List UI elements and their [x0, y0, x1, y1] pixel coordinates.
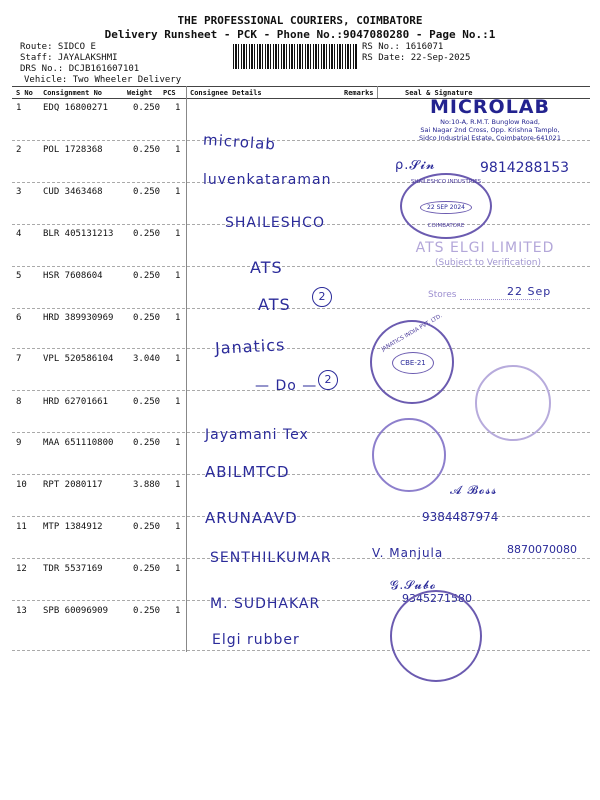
- row-consignment: HSR 7608604: [43, 271, 103, 281]
- ats-stamp-stores: Stores: [428, 290, 457, 300]
- row-weight: 3.880: [133, 480, 161, 490]
- microlab-stamp-address: Sidco Industrial Estate, Coimbatore-641021: [419, 134, 561, 142]
- handwritten-signature: V. Manjula: [372, 546, 444, 560]
- col-divider: [186, 86, 187, 652]
- handwritten-name: ATS: [258, 295, 291, 314]
- company-title: THE PROFESSIONAL COURIERS, COIMBATORE: [177, 14, 423, 27]
- col-weight: Weight: [127, 89, 153, 97]
- handwritten-phone: 9814288153: [480, 160, 570, 176]
- route-label: Route: SIDCO E: [20, 42, 96, 52]
- handwritten-name: Jayamani Tex: [205, 427, 309, 443]
- seal-center: CBE-21: [392, 352, 434, 374]
- row-consignment: POL 1728368: [43, 145, 103, 155]
- drs-label: DRS No.: DCJB161607101: [20, 64, 140, 74]
- row-consignment: HRD 62701661: [43, 397, 109, 407]
- seal-text: JANATICS INDIA PVT. LTD.: [380, 313, 444, 353]
- signature: 𝓖.𝓢𝓾𝓫𝓸: [390, 578, 437, 592]
- row-weight: 0.250: [133, 606, 161, 616]
- row-divider: [12, 308, 590, 309]
- row-pcs: 1: [175, 480, 181, 490]
- row-sno: 12: [16, 564, 27, 574]
- row-weight: 0.250: [133, 229, 161, 239]
- faint-seal: [475, 365, 551, 441]
- row-sno: 2: [16, 145, 22, 155]
- signature: 𝓐 𝓑𝓸𝓼𝓼: [450, 483, 498, 497]
- microlab-stamp-address: No:10-A, R.M.T. Bunglow Road,: [440, 118, 540, 126]
- rs-date: RS Date: 22-Sep-2025: [362, 53, 471, 63]
- circled-count: 2: [318, 370, 338, 390]
- handwritten-name: SHAILESHCO: [225, 215, 325, 231]
- handwritten-name: luvenkataraman: [203, 172, 332, 188]
- col-divider: [377, 86, 378, 98]
- row-sno: 8: [16, 397, 22, 407]
- row-consignment: CUD 3463468: [43, 187, 103, 197]
- row-weight: 3.040: [133, 354, 161, 364]
- row-sno: 6: [16, 313, 22, 323]
- row-pcs: 1: [175, 313, 181, 323]
- microlab-stamp-name: MICROLAB: [430, 96, 550, 118]
- row-divider: [12, 516, 590, 517]
- row-weight: 0.250: [133, 522, 161, 532]
- row-divider: [12, 474, 590, 475]
- rs-number: RS No.: 1616071: [362, 42, 444, 52]
- row-weight: 0.250: [133, 145, 161, 155]
- row-sno: 1: [16, 103, 22, 113]
- row-pcs: 1: [175, 606, 181, 616]
- round-seal: [372, 418, 446, 492]
- handwritten-name: ATS: [250, 258, 283, 277]
- row-pcs: 1: [175, 397, 181, 407]
- row-consignment: RPT 2080117: [43, 480, 103, 490]
- handwritten-date: 22 Sep: [507, 285, 552, 298]
- row-pcs: 1: [175, 103, 181, 113]
- signature: ρ.𝓢𝓲𝓷: [395, 158, 436, 173]
- row-consignment: TDR 5537169: [43, 564, 103, 574]
- row-weight: 0.250: [133, 564, 161, 574]
- col-sno: S No: [16, 89, 33, 97]
- col-remarks: Remarks: [344, 89, 374, 97]
- row-pcs: 1: [175, 438, 181, 448]
- microlab-stamp-address: Sai Nagar 2nd Cross, Opp. Krishna Tamplo,: [420, 126, 560, 134]
- table-top-rule: [12, 86, 590, 87]
- row-consignment: HRD 389930969: [43, 313, 114, 323]
- row-sno: 7: [16, 354, 22, 364]
- col-consignment: Consignment No: [43, 89, 103, 97]
- row-pcs: 1: [175, 354, 181, 364]
- row-sno: 5: [16, 271, 22, 281]
- row-consignment: MTP 1384912: [43, 522, 103, 532]
- col-pcs: PCS: [163, 89, 176, 97]
- row-pcs: 1: [175, 271, 181, 281]
- ats-stamp-title: ATS ELGI LIMITED: [415, 240, 555, 256]
- row-consignment: VPL 520586104: [43, 354, 114, 364]
- row-weight: 0.250: [133, 438, 161, 448]
- ats-stamp-line: [460, 299, 540, 300]
- row-weight: 0.250: [133, 103, 161, 113]
- seal-text: COIMBATORE: [427, 223, 465, 229]
- row-sno: 13: [16, 606, 27, 616]
- ats-stamp-subtitle: (Subject to Verification): [435, 258, 541, 268]
- handwritten-name: microlab: [202, 130, 277, 154]
- handwritten-name: — Do —: [255, 378, 318, 394]
- staff-label: Staff: JAYALAKSHMI: [20, 53, 118, 63]
- row-consignment: EDQ 16800271: [43, 103, 109, 113]
- row-consignment: BLR 405131213: [43, 229, 114, 239]
- handwritten-name: SENTHILKUMAR: [210, 550, 332, 566]
- row-consignment: SPB 60096909: [43, 606, 109, 616]
- janatics-seal: [370, 313, 454, 404]
- row-weight: 0.250: [133, 397, 161, 407]
- row-sno: 4: [16, 229, 22, 239]
- seal-date: 22 SEP 2024: [420, 201, 472, 214]
- handwritten-phone: 9384487974: [422, 510, 499, 524]
- handwritten-name: M. SUDHAKAR: [210, 596, 321, 612]
- handwritten-name: ARUNAAVD: [205, 509, 298, 527]
- microlab-stamp: [390, 96, 590, 142]
- row-pcs: 1: [175, 145, 181, 155]
- handwritten-name: Elgi rubber: [212, 632, 300, 648]
- circled-count: 2: [312, 287, 332, 307]
- row-weight: 0.250: [133, 313, 161, 323]
- handwritten-phone: 9345271580: [402, 592, 472, 605]
- handwritten-name: ABILMTCD: [205, 463, 290, 481]
- barcode: [233, 44, 358, 69]
- row-pcs: 1: [175, 564, 181, 574]
- row-pcs: 1: [175, 187, 181, 197]
- shaileshco-seal: [400, 173, 492, 239]
- handwritten-phone: 8870070080: [507, 543, 577, 556]
- row-pcs: 1: [175, 229, 181, 239]
- row-weight: 0.250: [133, 187, 161, 197]
- row-divider: [12, 650, 590, 651]
- vehicle-label: Vehicle: Two Wheeler Delivery: [24, 75, 182, 85]
- row-consignment: MAA 651110800: [43, 438, 114, 448]
- handwritten-name: Janatics: [214, 335, 286, 358]
- seal-text: SHAILESHCO INDUSTRIES: [410, 179, 482, 185]
- row-sno: 10: [16, 480, 27, 490]
- runsheet-subtitle: Delivery Runsheet - PCK - Phone No.:9047080280 - Page No.:1: [104, 28, 496, 41]
- row-sno: 11: [16, 522, 27, 532]
- col-consignee: Consignee Details: [190, 89, 262, 97]
- row-divider: [12, 348, 590, 349]
- row-weight: 0.250: [133, 271, 161, 281]
- col-seal: Seal & Signature: [405, 89, 473, 97]
- row-pcs: 1: [175, 522, 181, 532]
- row-sno: 3: [16, 187, 22, 197]
- row-sno: 9: [16, 438, 22, 448]
- round-seal: [390, 590, 482, 682]
